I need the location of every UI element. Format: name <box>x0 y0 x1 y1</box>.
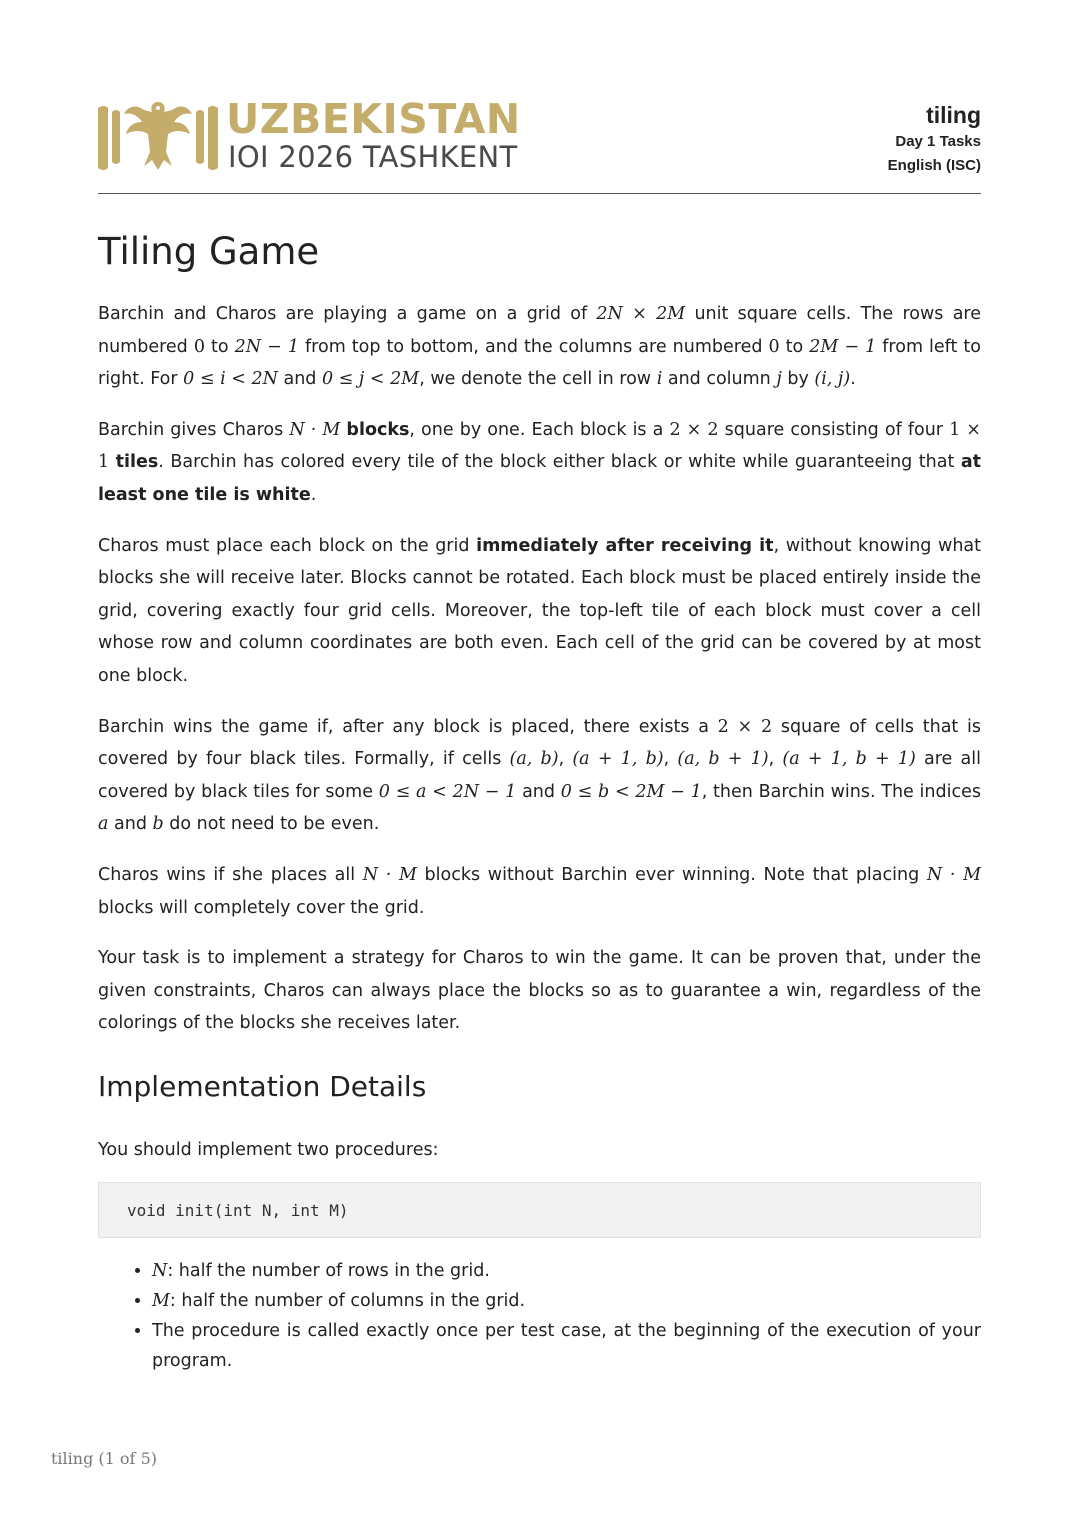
paragraph-charos-wins: Charos wins if she places all N · M blocks without Barchin ever winning. Note that placing N · M blocks will completely cover the grid. <box>98 864 982 918</box>
emblem-icon <box>96 96 220 176</box>
parameter-list <box>98 1256 981 1376</box>
ioi-logo <box>96 96 586 176</box>
logo-title: UZBEKISTAN <box>226 95 521 143</box>
paragraph-blocks: Barchin gives Charos N · M blocks, one by one. Each block is a 2 × 2 square consisting of four 1 × 1 tiles. Barchin has colored every tile of the block either black or white while guaranteeing that at least one tile is white. <box>98 419 981 505</box>
page-title: Tiling Game <box>98 230 320 273</box>
task-meta <box>888 100 981 178</box>
paragraph-task: Your task is to implement a strategy for Charos to win the game. It can be proven that, under the given constraints, Charos can always place the blocks so as to guarantee a win, regardless of the colorings of the blocks she receives later. <box>98 948 981 1034</box>
page-footer: tiling (1 of 5) <box>51 1449 157 1468</box>
list-item: • The procedure is called exactly once per test case, at the beginning of the execution of your program. <box>152 1316 981 1376</box>
task-language: English (ISC) <box>887 157 981 174</box>
logo-subtitle: IOI 2026 TASHKENT <box>228 140 518 174</box>
paragraph-placement: Charos must place each block on the grid immediately after receiving it, without knowing what blocks she will receive later. Blocks cannot be rotated. Each block must be placed entirely inside the grid, covering exactly four grid cells. Moreover, the top-left tile of each block must cover a cell whose row and column coordinates are both even. Each cell of the grid can be covered by at most one block. <box>98 535 981 686</box>
header-divider <box>98 193 981 194</box>
paragraph-intro: Barchin and Charos are playing a game on a grid of 2N × 2M unit square cells. The rows are numbered 0 to 2N − 1 from top to bottom, and the columns are numbered 0 to 2M − 1 from left to right. For 0 ≤ i < 2N and 0 ≤ j < 2M, we denote the cell in row i and column j by (i, j). <box>98 304 981 390</box>
list-item: • M: half the number of columns in the grid. <box>152 1286 981 1316</box>
code-block: void init(int N, int M) <box>98 1182 981 1238</box>
task-name: tiling <box>926 102 981 128</box>
problem-statement <box>98 222 981 1376</box>
list-item: • N: half the number of rows in the grid. <box>152 1256 981 1286</box>
paragraph-barchin-wins: Barchin wins the game if, after any block is placed, there exists a 2 × 2 square of cells that is covered by four black tiles. Formally, if cells (a, b), (a + 1, b), (a, b + 1), (a + 1, b + 1) are all covered by black tiles for some 0 ≤ a < 2N − 1 and 0 ≤ b < 2M − 1, then Barchin wins. The indices a and b do not need to be even. <box>98 716 982 835</box>
section-title: Implementation Details <box>98 1069 427 1103</box>
task-day: Day 1 Tasks <box>895 133 981 150</box>
implementation-intro: You should implement two procedures: <box>98 1139 439 1160</box>
